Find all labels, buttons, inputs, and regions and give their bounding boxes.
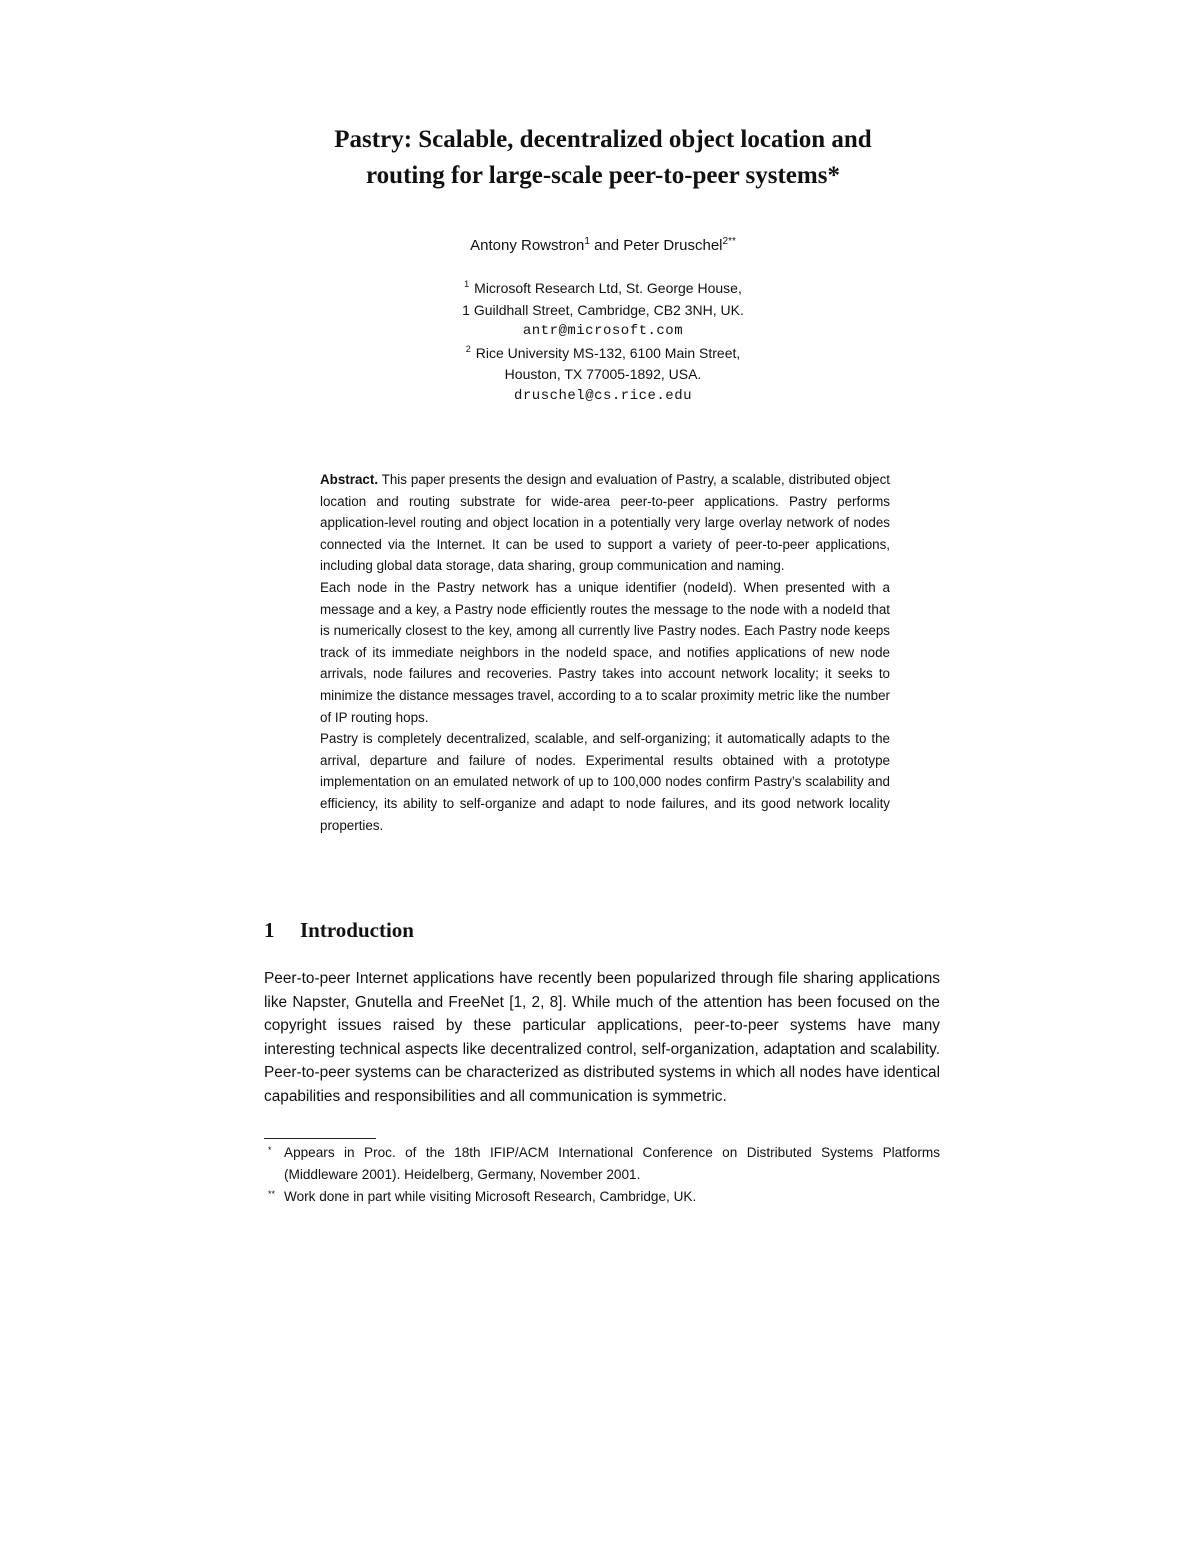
title-line-1: Pastry: Scalable, decentralized object location and	[334, 126, 872, 153]
section-heading	[264, 916, 414, 944]
abstract-label: Abstract.	[320, 472, 379, 487]
affiliation-line: 1 Guildhall Street, Cambridge, CB2 3NH, UK.	[462, 301, 744, 318]
author-name: Peter Druschel	[623, 237, 723, 254]
affiliation-text: Rice University MS-132, 6100 Main Street,	[475, 344, 741, 361]
paper-title	[200, 122, 1006, 194]
footnotes	[264, 1142, 940, 1208]
affiliation-line	[300, 343, 906, 365]
affiliation-line	[300, 278, 906, 300]
introduction-body	[264, 967, 940, 1109]
author-conjunction: and	[589, 237, 624, 254]
abstract-paragraph: Each node in the Pastry network has a unique identifier (nodeId). When presented with a message and a key, a Pastry node efficiently routes the message to the node with a nodeId that is numerically closest to the key, among all currently live Pastry nodes. Each Pastry node keeps track of its immediate neighbors in the nodeId space, and notifies applications of new node arrivals, node failures and recoveries. Pastry takes into account network locality; it seeks to minimize the distance messages travel, according to a to scalar proximity metric like the number of IP routing hops.	[320, 579, 890, 725]
author-email: druschel@cs.rice.edu	[513, 387, 693, 404]
author-name: Antony Rowstron	[470, 237, 585, 254]
footnote	[264, 1142, 940, 1186]
footnote-divider	[264, 1138, 376, 1139]
affiliation-mark: 2	[465, 343, 471, 354]
footnote-text: Appears in Proc. of the 18th IFIP/ACM International Conference on Distributed Systems Platforms (Middleware 2001). Heidelberg, Germany, November 2001.	[284, 1145, 940, 1182]
section-number: 1	[264, 918, 275, 942]
footnote-mark: **	[268, 1189, 276, 1199]
body-paragraph: Peer-to-peer Internet applications have recently been popularized through file sharing applications like Napster, Gnutella and FreeNet [1, 2, 8]. While much of the attention has been focused on the copyright issues raised by these particular applications, peer-to-peer systems have many interesting technical aspects like decentralized control, self-organization, adaptation and scalability. Peer-to-peer systems can be characterized as distributed systems in which all nodes have identical capabilities and responsibilities and all communication is symmetric.	[264, 970, 940, 1105]
footnote	[264, 1186, 940, 1208]
abstract-text: This paper presents the design and evaluation of Pastry, a scalable, distributed object location and routing substrate for wide-area peer-to-peer applications. Pastry performs application-level routing and object location in a potentially very large overlay network of nodes connected via the Internet. It can be used to support a variety of peer-to-peer applications, including global data storage, data sharing, group communication and naming.	[320, 472, 890, 574]
title-line-2	[200, 158, 1006, 194]
abstract-paragraph: Pastry is completely decentralized, scalable, and self-organizing; it automatically adapts to the arrival, departure and failure of nodes. Experimental results obtained with a prototype implementation on an emulated network of up to 100,000 nodes confirm Pastry’s scalability and efficiency, its ability to self-organize and adapt to node failures, and its good network locality properties.	[320, 731, 890, 833]
author-list	[300, 236, 906, 256]
footnote-text: Work done in part while visiting Microsoft Research, Cambridge, UK.	[284, 1189, 697, 1204]
title-footnote-mark: *	[827, 162, 840, 189]
title-line-2-text: routing for large-scale peer-to-peer systems	[366, 162, 828, 189]
footnote-mark: *	[268, 1145, 272, 1155]
abstract	[320, 469, 890, 836]
affiliation-mark: 1	[464, 279, 470, 289]
abstract-paragraph	[320, 469, 890, 577]
author-affiliation-mark: 2**	[722, 236, 736, 247]
affiliation-text: Microsoft Research Ltd, St. George House,	[474, 280, 742, 296]
affiliation-line: Houston, TX 77005-1892, USA.	[504, 366, 702, 382]
author-email: antr@microsoft.com	[522, 323, 684, 339]
affiliations	[300, 278, 906, 407]
author-affiliation-mark: 1	[584, 236, 590, 247]
section-title: Introduction	[300, 918, 414, 942]
